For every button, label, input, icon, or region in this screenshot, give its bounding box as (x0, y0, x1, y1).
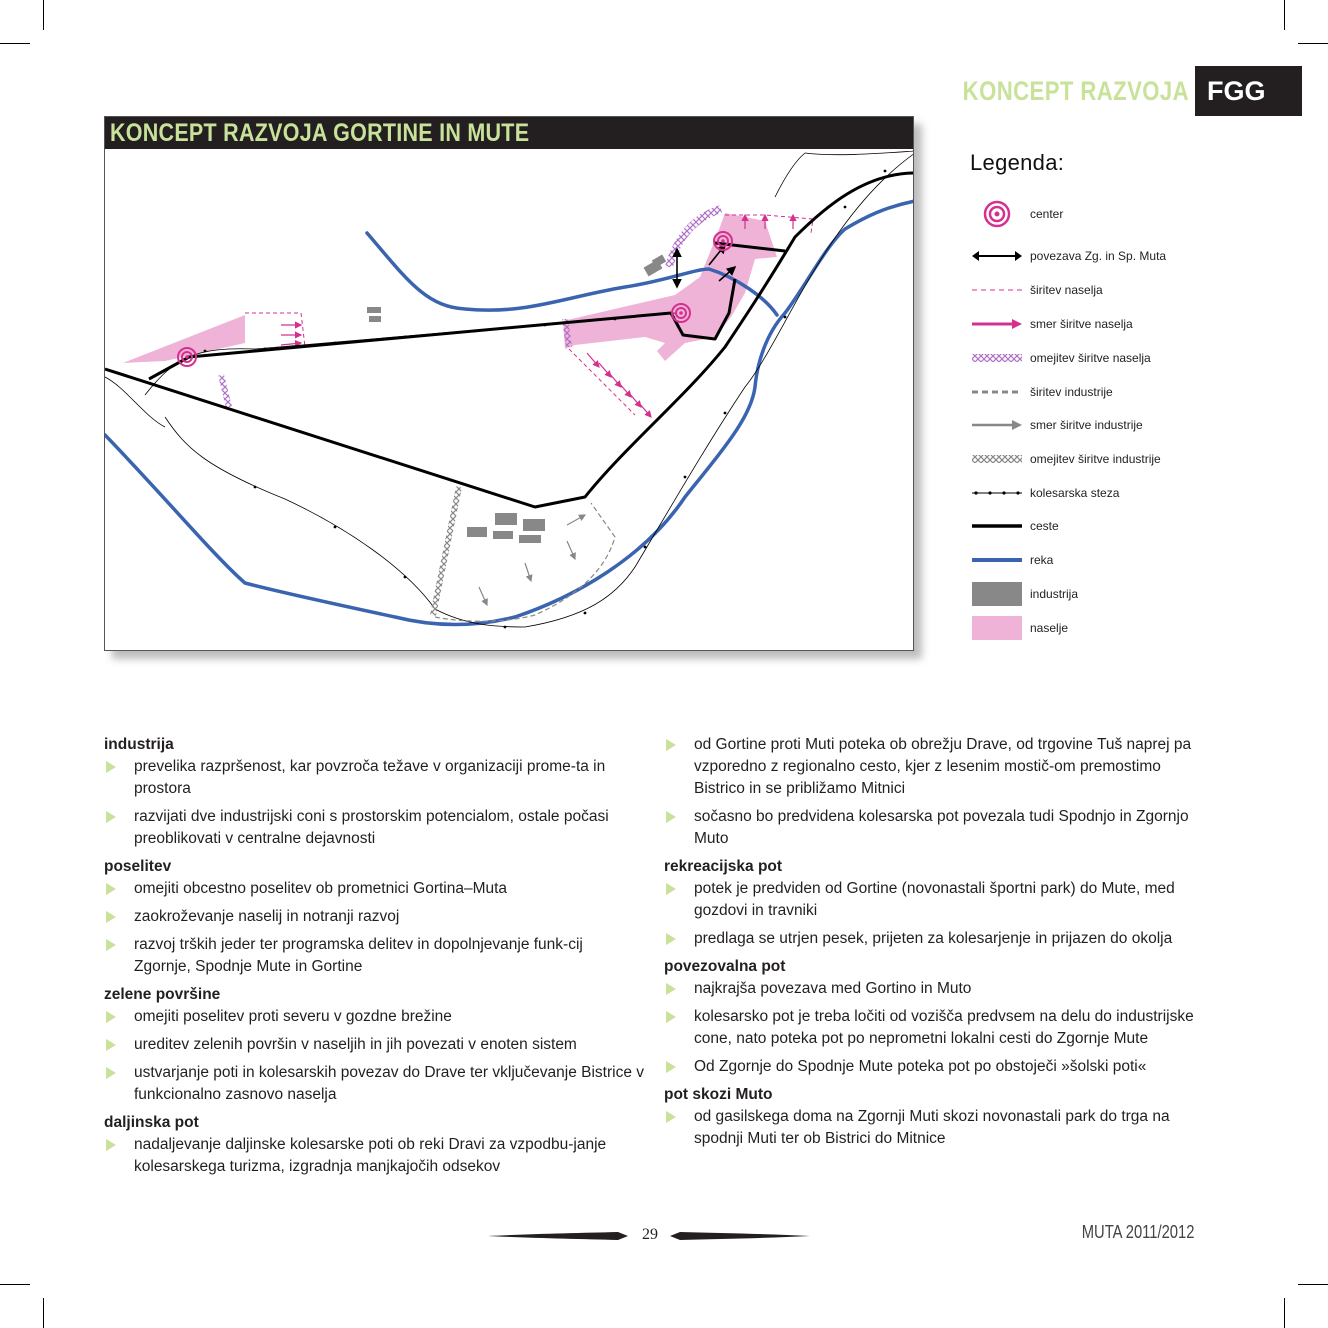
right-column (664, 734, 1204, 1156)
crop-mark (1284, 0, 1285, 30)
legend-item (970, 204, 1063, 224)
bike-path-dots (204, 170, 887, 629)
legend-label: smer širitve naselja (1030, 317, 1133, 331)
settlement-gortina (123, 315, 245, 363)
legend-item (970, 618, 1068, 638)
bullet-text: najkrajša povezava med Gortino in Muto (694, 980, 972, 997)
legend-label: smer širitve industrije (1030, 418, 1143, 432)
crop-mark (43, 1298, 44, 1328)
bullet-text: omejiti poselitev proti severu v gozdne brežine (134, 1008, 452, 1025)
bullet-item (104, 1034, 644, 1056)
section-heading: povezovalna pot (664, 958, 786, 975)
triangle-bullet-icon (106, 1011, 116, 1023)
legend-item (970, 280, 1103, 300)
grey-hatch-icon (970, 446, 1024, 472)
industry-limit (433, 487, 459, 615)
triangle-bullet-icon (106, 811, 116, 823)
legend-label: povezava Zg. in Sp. Muta (1030, 249, 1167, 263)
legend-label: omejitev širitve industrije (1030, 452, 1161, 466)
bullet-item (104, 934, 644, 978)
grey-dash-icon (970, 379, 1024, 405)
triangle-bullet-icon (106, 1139, 116, 1151)
bullet-text: nadaljevanje daljinske kolesarske poti ob reki Dravi za vzpodbu-janje kolesarskega turizma, izgradnja manjkajočih odsekov (134, 1136, 607, 1175)
crop-mark (1284, 1298, 1285, 1328)
crop-mark (1298, 43, 1328, 44)
bullet-text: Od Zgornje do Spodnje Mute poteka pot po obstoječi »šolski poti« (694, 1058, 1147, 1075)
faculty-badge: FGG (1195, 66, 1302, 116)
bullet-item (664, 978, 1204, 1000)
triangle-bullet-icon (666, 1011, 676, 1023)
bullet-text: od Gortine proti Muti poteka ob obrežju Drave, od trgovine Tuš naprej pa vzporedno z regionalno cesto, kjer z lesenim mostič-om premostimo Bistrico in se približamo Mitnici (694, 736, 1192, 797)
river-drava (105, 201, 914, 625)
bullet-text: sočasno bo predvidena kolesarska pot povezala tudi Spodnjo in Zgornjo Muto (694, 808, 1189, 847)
bullet-item (104, 756, 644, 800)
legend-label: industrija (1030, 587, 1079, 601)
legend-item (970, 382, 1113, 402)
bullet-text: prevelika razpršenost, kar povzroča težave v organizaciji prome-ta in prostora (134, 758, 606, 797)
triangle-bullet-icon (106, 1067, 116, 1079)
bullet-item (664, 928, 1204, 950)
section-heading: poselitev (104, 858, 172, 875)
section-heading: daljinska pot (104, 1114, 199, 1131)
bullet-text: predlaga se utrjen pesek, prijeten za kolesarjenje in prijazen do okolja (694, 930, 1173, 947)
legend-item (970, 584, 1078, 604)
legend-item (970, 415, 1143, 435)
bullet-item (664, 1106, 1204, 1150)
footer-ornament-right (670, 1230, 810, 1242)
pink-dash-icon (970, 277, 1024, 303)
bullet-item (104, 878, 644, 900)
legend-item (970, 550, 1053, 570)
section-heading: pot skozi Muto (664, 1086, 773, 1103)
map-drawing (105, 117, 914, 651)
legend-item (970, 449, 1161, 469)
bullet-text: ureditev zelenih površin v naseljih in jih povezati v enoten sistem (134, 1036, 577, 1053)
bullet-item (104, 1062, 644, 1106)
legend-label: ceste (1030, 519, 1059, 533)
legend-label: center (1030, 207, 1064, 221)
triangle-bullet-icon (106, 939, 116, 951)
grey-arrow-icon (970, 412, 1024, 438)
bullet-item (664, 878, 1204, 922)
left-column (104, 734, 644, 1184)
double-arrow-icon (970, 243, 1024, 269)
bullet-item (104, 906, 644, 928)
map-title: KONCEPT RAZVOJA GORTINE IN MUTE (110, 119, 530, 147)
legend-title: Legenda: (970, 150, 1065, 175)
bullet-text: kolesarsko pot je treba ločiti od vozišča predvsem na delu do industrijske cone, nato poteka pot po neprometni lokalni cesti do Zgornje Mute (694, 1008, 1194, 1047)
footer-ornament-left (488, 1230, 628, 1242)
publication-name: MUTA 2011/2012 (1081, 1222, 1194, 1242)
bullet-item (104, 806, 644, 850)
legend-label: širitev industrije (1030, 385, 1113, 399)
legend-label: omejitev širitve naselja (1030, 351, 1151, 365)
section-heading: zelene površine (104, 986, 221, 1003)
bullet-text: omejiti obcestno poselitev ob prometnici Gortina–Muta (134, 880, 508, 897)
bullet-text: od gasilskega doma na Zgornji Muti skozi novonastali park do trga na spodnji Muti ter ob Bistrici do Mitnice (694, 1108, 1170, 1147)
legend-item (970, 246, 1166, 266)
triangle-bullet-icon (666, 811, 676, 823)
pink-arrow-icon (970, 311, 1024, 337)
bullet-item (664, 806, 1204, 850)
triangle-bullet-icon (666, 983, 676, 995)
industry-box-icon (970, 581, 1024, 607)
road-line-icon (970, 513, 1024, 539)
bullet-item (104, 1134, 644, 1178)
section-heading: industrija (104, 736, 174, 753)
bullet-text: potek je predviden od Gortine (novonastali športni park) do Mute, med gozdovi in travniki (694, 880, 1175, 919)
rivers (105, 201, 914, 625)
legend-item (970, 516, 1059, 536)
legend-item (970, 314, 1133, 334)
triangle-bullet-icon (666, 933, 676, 945)
triangle-bullet-icon (106, 883, 116, 895)
map-titlebar (105, 117, 913, 149)
section-title: KONCEPT RAZVOJA (962, 75, 1189, 106)
triangle-bullet-icon (106, 911, 116, 923)
map-legend (970, 150, 1190, 188)
bullet-text: razvijati dve industrijski coni s prostorskim potencialom, ostale počasi preoblikovati v centralne dejavnosti (134, 808, 609, 847)
legend-label: naselje (1030, 621, 1069, 635)
settlement-limit (221, 375, 229, 407)
bullet-item (104, 1006, 644, 1028)
crop-mark (0, 43, 30, 44)
bullet-text: razvoj trških jeder ter programska delitev in dopolnjevanje funk-cij Zgornje, Spodnje Mute in Gortine (134, 936, 583, 975)
crop-mark (0, 1284, 30, 1285)
bullet-text: ustvarjanje poti in kolesarskih povezav do Drave ter vključevanje Bistrice v funkcionalno zasnovo naselja (134, 1064, 645, 1103)
concept-map (104, 116, 914, 651)
legend-label: reka (1030, 553, 1054, 567)
crop-mark (43, 0, 44, 30)
triangle-bullet-icon (666, 1111, 676, 1123)
triangle-bullet-icon (666, 883, 676, 895)
bullet-item (664, 734, 1204, 800)
bullet-item (664, 1006, 1204, 1050)
bullet-item (664, 1056, 1204, 1078)
legend-label: širitev naselja (1030, 283, 1103, 297)
bike-path-icon (970, 480, 1024, 506)
legend-label: kolesarska steza (1030, 486, 1120, 500)
triangle-bullet-icon (666, 1061, 676, 1073)
page-number: 29 (642, 1226, 658, 1243)
section-header (913, 66, 1302, 116)
bullet-text: zaokroževanje naselij in notranji razvoj (134, 908, 400, 925)
river-line-icon (970, 547, 1024, 573)
legend-item (970, 348, 1151, 368)
triangle-bullet-icon (666, 739, 676, 751)
section-heading: rekreacijska pot (664, 858, 783, 875)
crop-mark (1298, 1284, 1328, 1285)
pink-hatch-icon (970, 345, 1024, 371)
center-icon (970, 201, 1024, 227)
triangle-bullet-icon (106, 1039, 116, 1051)
triangle-bullet-icon (106, 761, 116, 773)
legend-item (970, 483, 1119, 503)
settlement-box-icon (970, 615, 1024, 641)
